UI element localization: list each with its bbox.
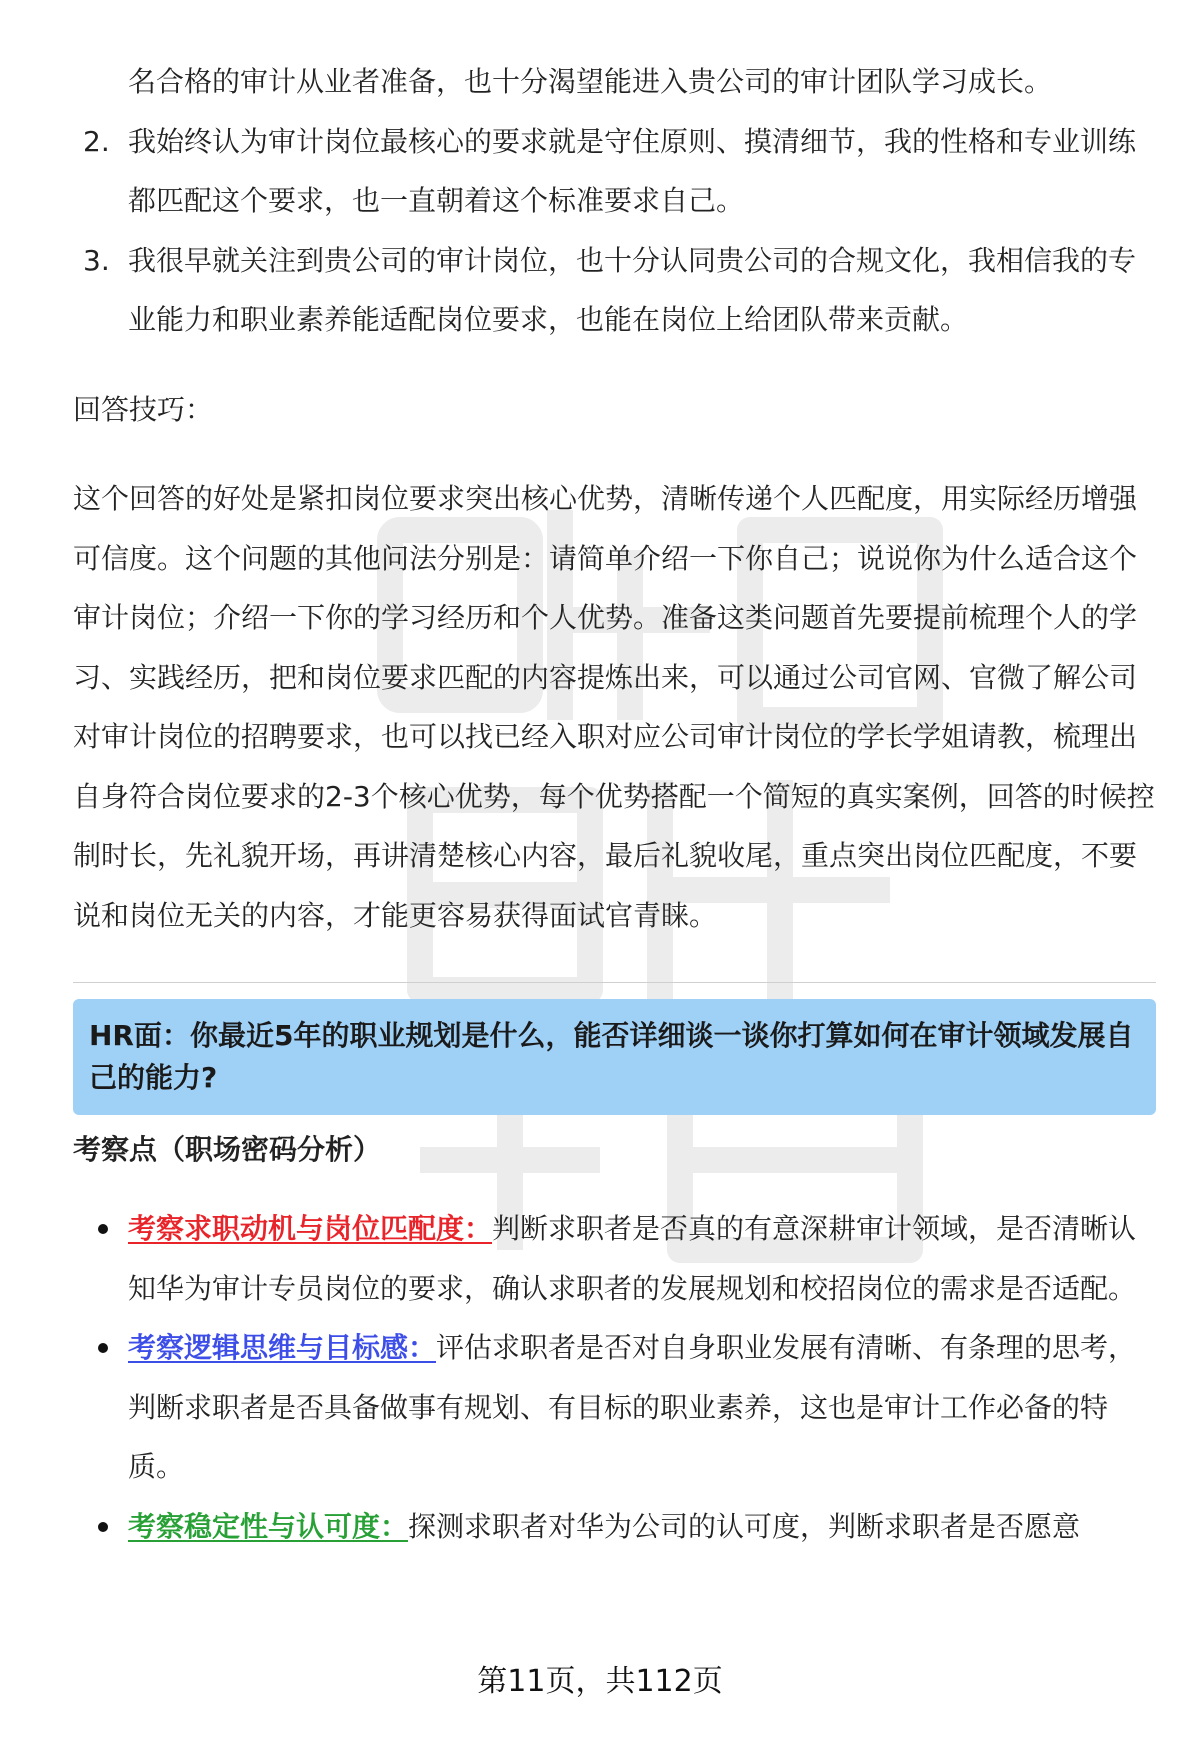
page-footer: 第11页，共112页 <box>477 1664 723 1699</box>
list-item <box>73 1497 1156 1557</box>
bullet-dot-icon <box>98 1522 108 1532</box>
tips-heading: 回答技巧： <box>73 392 214 426</box>
tips-body: 这个回答的好处是紧扣岗位要求突出核心优势，清晰传递个人匹配度，用实际经历增强可信度。这个问题的其他问法分别是：请简单介绍一下你自己；说说你为什么适合这个审计岗位；介绍一下你的学习经历和个人优势。准备这类问题首先要提前梳理个人的学习、实践经历，把和岗位要求匹配的内容提炼出来，可以通过公司官网、官微了解公司对审计岗位的招聘要求，也可以找已经入职对应公司审计岗位的学长学姐请教，梳理出自身符合岗位要求的2-3个核心优势，每个优势搭配一个简短的真实案例，回答的时候控制时长，先礼貌开场，再讲清楚核心内容，最后礼貌收尾，重点突出岗位匹配度，不要说和岗位无关的内容，才能更容易获得面试官青睐。 <box>73 482 1155 932</box>
section-divider <box>73 982 1156 983</box>
point-text: 评估求职者是否对自身职业发展有清晰、有条理的思考，判断求职者是否具备做事有规划、有目标的职业素养，这也是审计工作必备的特质。 <box>128 1331 1137 1483</box>
list-item-number: 3. <box>83 243 110 277</box>
page-content <box>73 52 1156 1556</box>
bullet-dot-icon <box>98 1224 108 1234</box>
point-lead: 考察逻辑思维与目标感： <box>128 1331 437 1364</box>
list-item <box>73 1199 1156 1318</box>
list-item <box>73 231 1156 350</box>
intro-continued-line: 名合格的审计从业者准备，也十分渴望能进入贵公司的审计团队学习成长。 <box>128 65 1053 98</box>
list-item-number: 2. <box>83 124 110 158</box>
point-text: 判断求职者是否真的有意深耕审计领域，是否清晰认知华为审计专员岗位的要求，确认求职者的发展规划和校招岗位的需求是否适配。 <box>128 1212 1137 1305</box>
point-text: 探测求职者对华为公司的认可度，判断求职者是否愿意 <box>408 1509 1081 1543</box>
bullet-dot-icon <box>98 1343 108 1353</box>
list-item-text: 我很早就关注到贵公司的审计岗位，也十分认同贵公司的合规文化，我相信我的专业能力和职业素养能适配岗位要求，也能在岗位上给团队带来贡献。 <box>128 243 1137 336</box>
list-item <box>73 1318 1156 1497</box>
point-lead: 考察稳定性与认可度： <box>128 1509 409 1543</box>
point-lead: 考察求职动机与岗位匹配度： <box>128 1212 493 1245</box>
question-box <box>73 999 1156 1115</box>
analysis-points-list <box>73 1199 1156 1556</box>
question-text: HR面：你最近5年的职业规划是什么，能否详细谈一谈你打算如何在审计领域发展自己的能力? <box>89 1019 1134 1094</box>
analysis-heading: 考察点（职场密码分析） <box>73 1133 382 1166</box>
intro-numbered-list <box>73 112 1156 350</box>
list-item-text: 我始终认为审计岗位最核心的要求就是守住原则、摸清细节，我的性格和专业训练都匹配这个要求，也一直朝着这个标准要求自己。 <box>128 124 1137 217</box>
list-item <box>73 112 1156 231</box>
